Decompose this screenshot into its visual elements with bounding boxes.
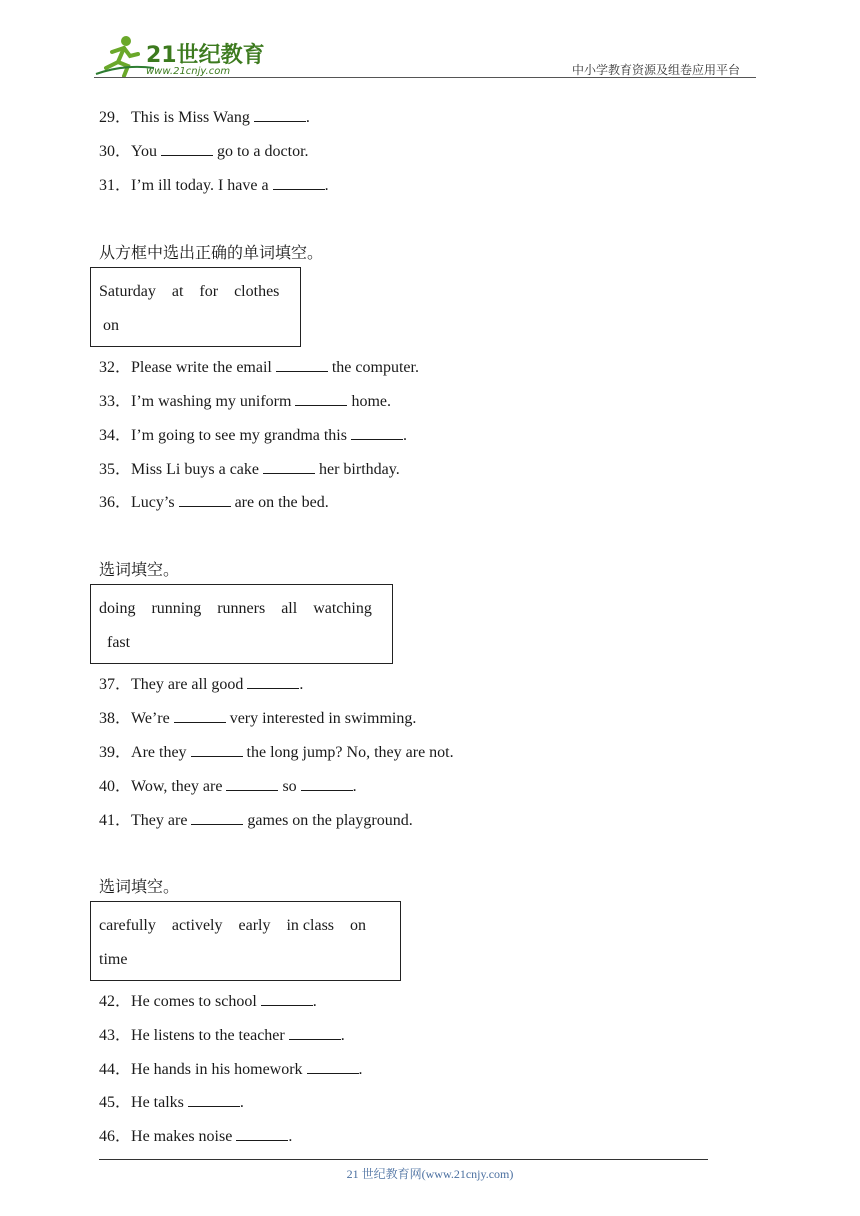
answer-blank[interactable]: [289, 1024, 341, 1040]
header-divider: [94, 77, 756, 78]
section1-instruction: 从方框中选出正确的单词填空。: [99, 243, 324, 262]
question-32: 32．Please write the email the computer.: [99, 356, 419, 378]
section3-instruction: 选词填空。: [99, 877, 180, 896]
answer-blank[interactable]: [263, 458, 315, 474]
answer-blank[interactable]: [226, 775, 278, 791]
answer-blank[interactable]: [301, 775, 353, 791]
word-box-line: fast: [99, 634, 131, 651]
question-39: 39．Are they the long jump? No, they are not.: [99, 741, 454, 763]
answer-blank[interactable]: [188, 1091, 240, 1107]
answer-blank[interactable]: [307, 1058, 359, 1074]
word-box-line: on: [99, 317, 119, 334]
question-33: 33．I’m washing my uniform home.: [99, 390, 391, 412]
question-29: 29．This is Miss Wang .: [99, 106, 310, 128]
word-box-line: time: [99, 951, 128, 968]
section2-instruction: 选词填空。: [99, 560, 180, 579]
section3-word-box: [90, 901, 401, 981]
answer-blank[interactable]: [295, 390, 347, 406]
site-logo: [94, 34, 264, 80]
answer-blank[interactable]: [261, 990, 313, 1006]
question-42: 42．He comes to school .: [99, 990, 317, 1012]
answer-blank[interactable]: [174, 707, 226, 723]
question-30: 30．You go to a doctor.: [99, 140, 309, 162]
question-44: 44．He hands in his homework .: [99, 1058, 363, 1080]
answer-blank[interactable]: [179, 491, 231, 507]
answer-blank[interactable]: [191, 741, 243, 757]
footer-text[interactable]: 21 世纪教育网(www.21cnjy.com): [346, 1167, 514, 1181]
answer-blank[interactable]: [161, 140, 213, 156]
section1-word-box: [90, 267, 301, 347]
svg-text:www.21cnjy.com: www.21cnjy.com: [146, 66, 231, 77]
word-box-line: Saturday at for clothes: [99, 283, 280, 300]
answer-blank[interactable]: [247, 673, 299, 689]
question-36: 36．Lucy’s are on the bed.: [99, 491, 329, 513]
word-box-line: doing running runners all watching: [99, 600, 372, 617]
svg-text:21世纪教育: 21世纪教育: [146, 43, 264, 68]
question-34: 34．I’m going to see my grandma this .: [99, 424, 407, 446]
section2-word-box: [90, 584, 393, 664]
question-45: 45．He talks .: [99, 1091, 244, 1113]
answer-blank[interactable]: [273, 174, 325, 190]
word-box-line: carefully actively early in class on: [99, 917, 367, 934]
question-31: 31．I’m ill today. I have a .: [99, 174, 329, 196]
question-43: 43．He listens to the teacher .: [99, 1024, 345, 1046]
footer-divider: [99, 1159, 708, 1160]
answer-blank[interactable]: [276, 356, 328, 372]
answer-blank[interactable]: [254, 106, 306, 122]
question-37: 37．They are all good .: [99, 673, 303, 695]
answer-blank[interactable]: [351, 424, 403, 440]
answer-blank[interactable]: [236, 1125, 288, 1141]
question-40: 40．Wow, they are so .: [99, 775, 357, 797]
header-platform-text: 中小学教育资源及组卷应用平台: [572, 63, 741, 77]
question-46: 46．He makes noise .: [99, 1125, 292, 1147]
question-35: 35．Miss Li buys a cake her birthday.: [99, 458, 400, 480]
question-41: 41．They are games on the playground.: [99, 809, 413, 831]
answer-blank[interactable]: [191, 809, 243, 825]
question-38: 38．We’re very interested in swimming.: [99, 707, 416, 729]
